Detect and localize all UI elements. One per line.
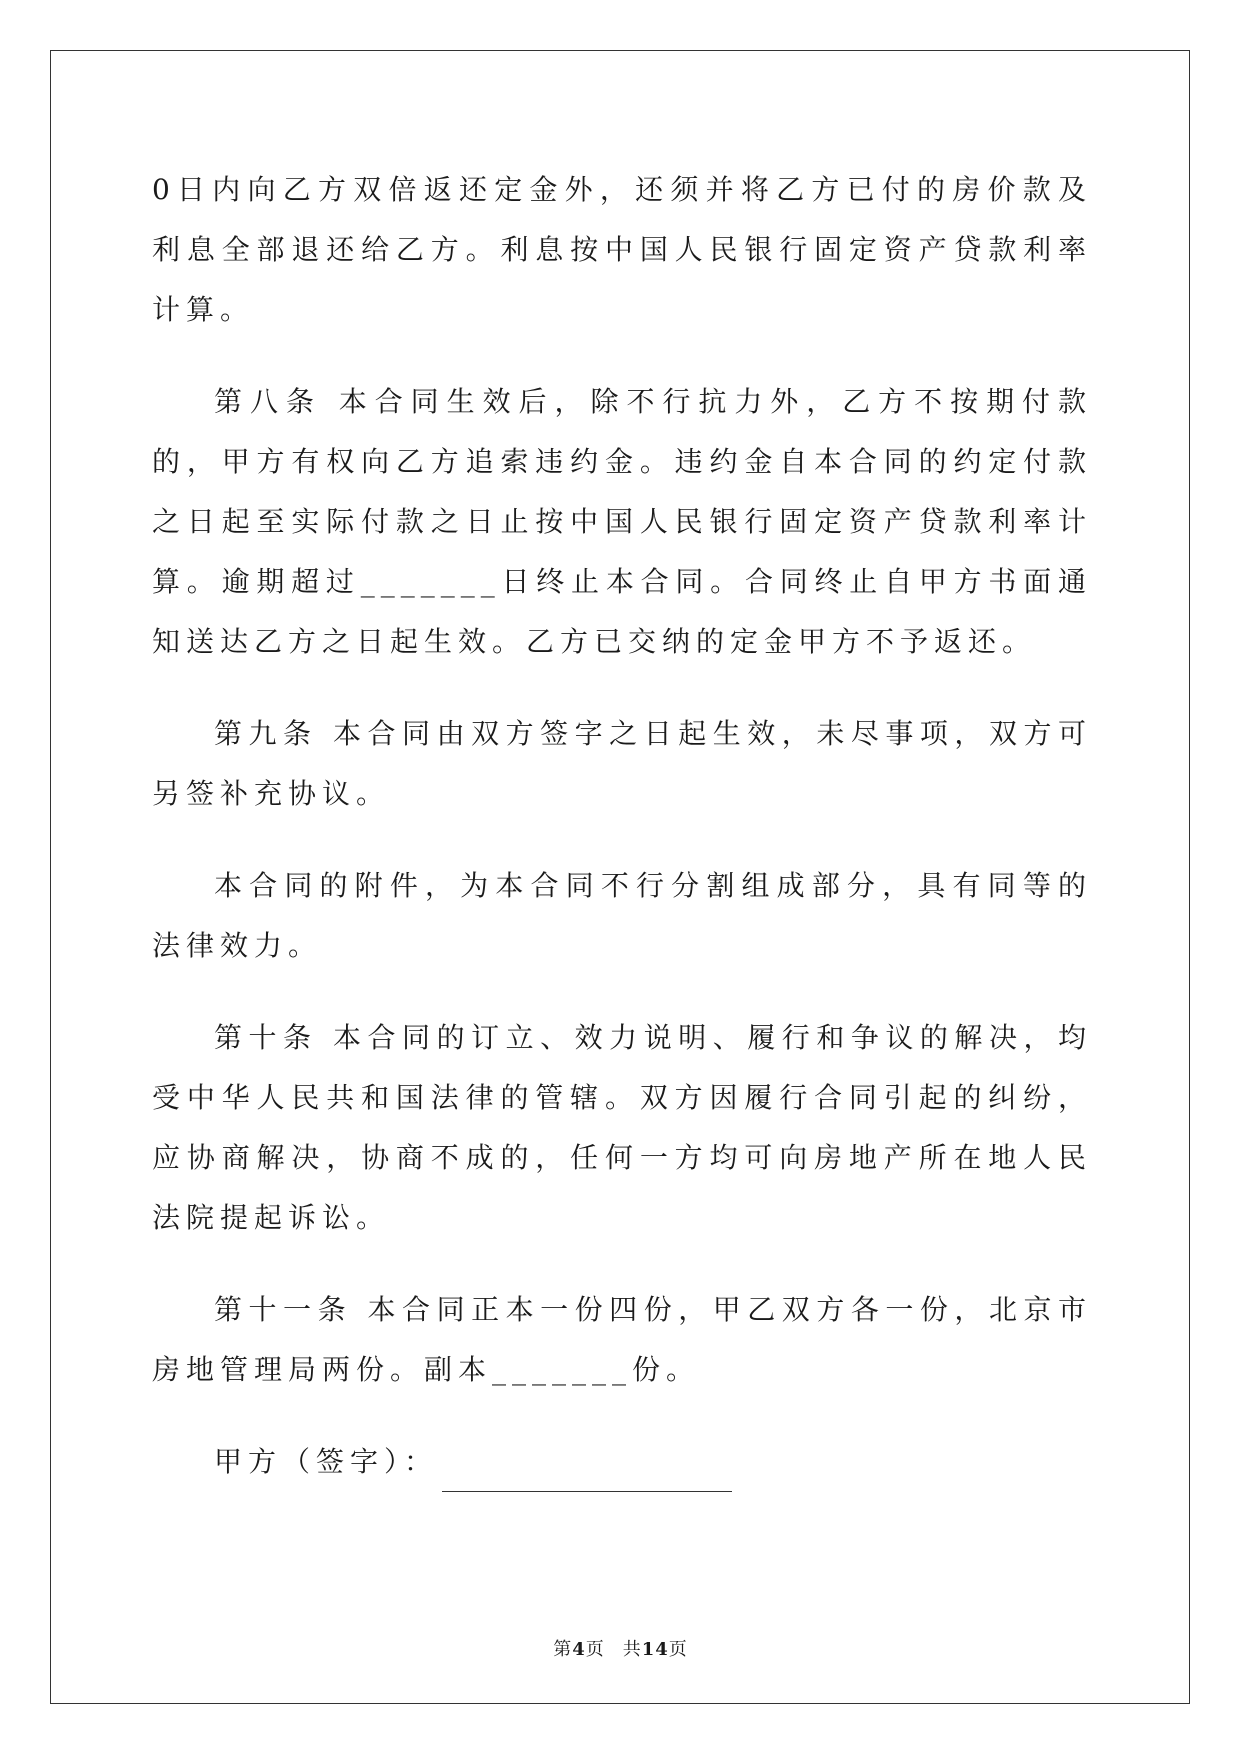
page-current: 4 <box>572 1639 586 1660</box>
signature-party-a <box>152 1432 1092 1492</box>
page-prefix: 第 <box>553 1639 573 1660</box>
document-body <box>152 160 1092 1524</box>
signature-label: 甲方（签字）： <box>214 1445 439 1478</box>
paragraph-article-8: 第八条 本合同生效后，除不行抗力外，乙方不按期付款的，甲方有权向乙方追索违约金。违约金自本合同的约定付款之日起至实际付款之日止按中国人民银行固定资产贷款利率计算。逾期超过_______日终止本合同。合同终止自甲方书面通知送达乙方之日起生效。乙方已交纳的定金甲方不予返还。 <box>152 385 1092 658</box>
paragraph-article-10: 第十条 本合同的订立、效力说明、履行和争议的解决，均受中华人民共和国法律的管辖。双方因履行合同引起的纠纷，应协商解决，协商不成的，任何一方均可向房地产所在地人民法院提起诉讼。 <box>152 1021 1092 1234</box>
paragraph-article-9: 第九条 本合同由双方签字之日起生效，未尽事项，双方可另签补充协议。 <box>152 717 1092 810</box>
paragraph-continuation: 0日内向乙方双倍返还定金外，还须并将乙方已付的房价款及利息全部退还给乙方。利息按中国人民银行固定资产贷款利率计算。 <box>152 173 1092 326</box>
paragraph-article-11: 第十一条 本合同正本一份四份，甲乙双方各一份，北京市房地管理局两份。副本_______份。 <box>152 1293 1092 1386</box>
paragraph-attachments: 本合同的附件，为本合同不行分割组成部分，具有同等的法律效力。 <box>152 869 1092 962</box>
page-total: 14 <box>641 1639 669 1660</box>
total-prefix: 共 <box>622 1639 642 1660</box>
page-suffix: 页 <box>585 1639 605 1660</box>
total-suffix: 页 <box>668 1639 688 1660</box>
page-footer <box>0 1635 1241 1661</box>
signature-line[interactable] <box>442 1455 732 1492</box>
